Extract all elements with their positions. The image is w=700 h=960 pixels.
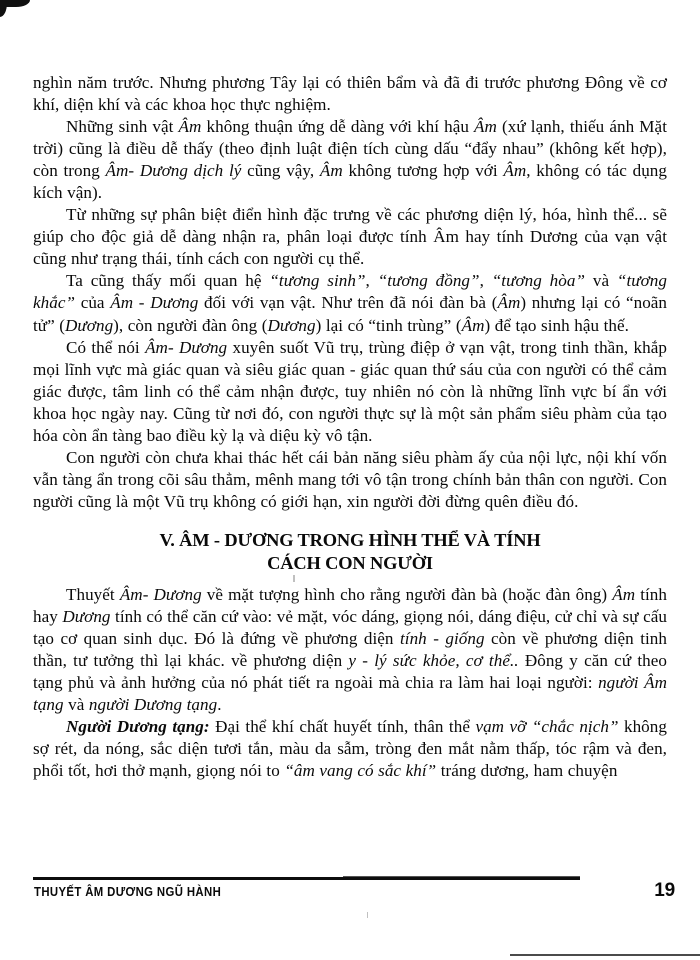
section-heading-line-2: CÁCH CON NGƯỜI: [267, 552, 433, 573]
book-page: [33, 0, 667, 960]
paragraph-phan-biet: Từ những sự phân biệt điển hình đặc trưng về các phương diện lý, hóa, hình thể... sẽ giúp cho độc giả dễ dàng nhận ra, phân loại được tính Âm hay tính Dương của vạn vật cũng như trạng thái, tính cách con người cụ thể.: [33, 205, 667, 269]
paragraph-quan-he: Ta cũng thấy mối quan hệ “tương sinh”, “tương đồng”, “tương hòa” và “tương khắc” của Âm - Dương đối với vạn vật. Như trên đã nói đàn bà (Âm) nhưng lại có “noãn tử” (Dương), còn người đàn ông (Dương) lại có “tinh trùng” (Âm) để tạo sinh hậu thế.: [33, 271, 668, 335]
scan-artifact-top-left: [0, 0, 30, 7]
footer-divider: [33, 877, 580, 880]
section-heading: [33, 513, 667, 584]
paragraph-nguoi-duong-tang: Người Dương tạng: Đại thể khí chất huyết tính, thân thể vạm vỡ “chắc nịch” không sợ rét, da nóng, sắc diện tươi tắn, màu da sẫm, tròng đen mắt nằm thấp, tóc rậm và đen, phổi tốt, hơi thở mạnh, giọng nói to “âm vang có sắc khí” tráng dương, ham chuyện: [33, 717, 667, 781]
paragraph-sinh-vat-am: Những sinh vật Âm không thuận ứng dễ dàng với khí hậu Âm (xứ lạnh, thiếu ánh Mặt trời) cũng là điều dễ thấy (theo định luật điện tích cùng dấu “đẩy nhau” (không kết hợp), còn trong Âm- Dương dịch lý cũng vậy, Âm không tương hợp với Âm, không có tác dụng kích vận).: [33, 117, 667, 203]
page-number: 19: [654, 880, 675, 901]
page-body: [33, 72, 667, 782]
paragraph-thuyet-am-duong: Thuyết Âm- Dương về mặt tượng hình cho rằng người đàn bà (hoặc đàn ông) Âm tính hay Dương tính có thể căn cứ vào: vẻ mặt, vóc dáng, giọng nói, dáng điệu, cử chỉ và sự cấu tạo cơ quan sinh dục. Đó là đứng về phương diện tính - giống còn về phương diện tinh thần, tư tưởng thì lại khác. về phương diện y - lý sức khỏe, cơ thể.. Đông y căn cứ theo tạng phủ và ảnh hưởng của nó phát tiết ra ngoài mà chia ra làm hai loại người: người Âm tạng và người Dương tạng.: [33, 584, 668, 715]
section-heading-line-1: V. ÂM - DƯƠNG TRONG HÌNH THỂ VÀ TÍNH: [159, 529, 541, 550]
paragraph-continued: nghìn năm trước. Nhưng phương Tây lại có thiên bẩm và đã đi trước phương Đông về cơ khí, diện khí và các khoa học thực nghiệm.: [33, 73, 667, 115]
running-header-text: THUYẾT ÂM DƯƠNG NGŨ HÀNH: [34, 884, 222, 899]
paragraph-xuyen-suot: Có thể nói Âm- Dương xuyên suốt Vũ trụ, trùng điệp ở vạn vật, trong tinh thần, khắp mọi lĩnh vực mà giác quan và siêu giác quan - giác quan thứ sáu của con người có thể cảm giác được, tâm linh có thể cảm nhận được, tuy nhiên nó còn là những lĩnh vực bí ẩn với khoa học ngày nay. Cũng từ nơi đó, con người thực sự là một sản phẩm siêu phàm của tạo hóa còn ẩn tàng bao điều kỳ lạ và diệu kỳ vô tận.: [33, 337, 667, 445]
page-footer: [33, 877, 675, 917]
paragraph-ban-nang: Con người còn chưa khai thác hết cái bản năng siêu phàm ấy của nội lực, nội khí vốn vẫn tàng ẩn trong cõi sâu thẳm, mênh mang tới vô tận trong chính bản thân con người. Con người cũng là một Vũ trụ không có giới hạn, xin người đời đừng quên điều đó.: [33, 447, 667, 511]
